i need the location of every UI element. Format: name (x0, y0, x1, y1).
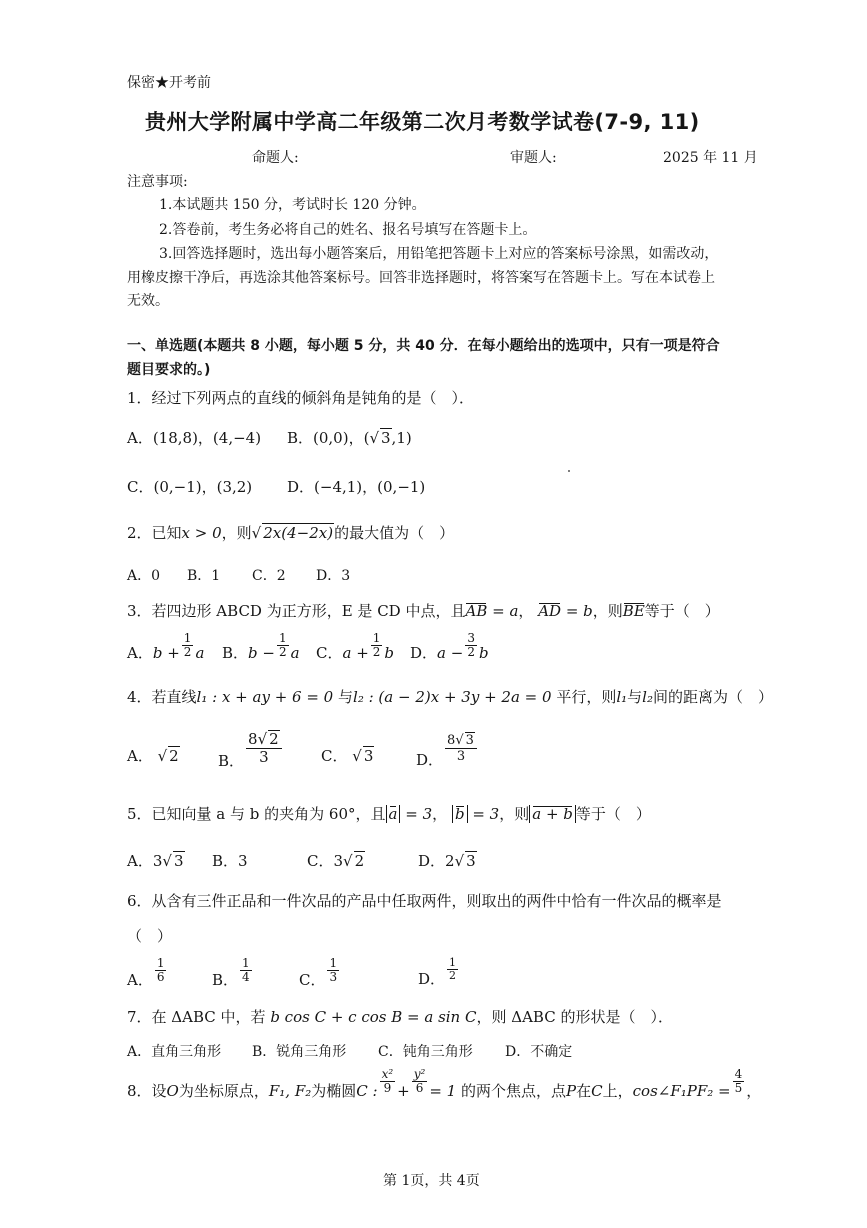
question-3-option-c: C．a + $\frac{1}{2}$ b (316, 631, 395, 662)
question-1-stem: 1．经过下列两点的直线的倾斜角是钝角的是（ ）． (127, 389, 475, 407)
question-3-option-d: D．a − $\frac{3}{2}$ b (410, 631, 489, 662)
question-6-stem-line-1: 6．从含有三件正品和一件次品的产品中任取两件，则取出的两件中恰有一件次品的概率是 (127, 892, 722, 910)
question-6-option-a: A． $\frac{1}{6}$ (127, 956, 165, 989)
question-1-option-b: B．(0,0)，(√ 3,1) (287, 429, 412, 447)
question-7-option-b: B．锐角三角形 (252, 1044, 347, 1060)
note-1: 1.本试题共 150 分，考试时长 120 分钟。 (159, 197, 426, 213)
question-5-option-a: A．3√ 3 (127, 852, 184, 870)
scan-speck (568, 470, 570, 472)
question-4-stem: 4．若直线l₁ : x + ay + 6 = 0 与l₂ : (a − 2)x + 3y + 2a = 0 平行，则l₁与l₂间的距离为（ ） (127, 688, 773, 706)
question-5-stem: 5．已知向量 a 与 b 的夹角为 60°，且 a = 3， b = 3，则 a + b 等于（ ） (127, 805, 651, 823)
question-2-option-c: C．2 (252, 568, 286, 584)
question-7-option-a: A．直角三角形 (127, 1044, 222, 1060)
question-6-stem-line-2: （ ） (127, 927, 173, 945)
question-1-option-d: D．(−4,1)，(0,−1) (287, 478, 426, 496)
section-heading-line-1: 一、单选题(本题共 8 小题，每小题 5 分，共 40 分．在每小题给出的选项中，只有一项是符合 (127, 338, 720, 354)
question-2-option-b: B．1 (187, 568, 221, 584)
note-3-line-1: 3.回答选择题时，选出每小题答案后，用铅笔把答题卡上对应的答案标号涂黑，如需改动， (159, 246, 719, 262)
question-6-option-c: C． $\frac{1}{3}$ (299, 956, 338, 989)
question-8-stem: 8．设O为坐标原点，F₁, F₂为椭圆C : $\frac{\text{x²}}{9}$ + $\frac{\text{y²}}{6}$ = 1 的两个焦点，点P在C上，cos∠F₁PF₂ = $\frac{4}{5}$ ， (127, 1067, 762, 1100)
question-2-option-d: D．3 (316, 568, 351, 584)
question-1-option-a: A．(18,8)，(4,−4) (127, 429, 262, 447)
notes-heading: 注意事项: (127, 174, 188, 190)
note-3-line-2: 用橡皮擦干净后，再选涂其他答案标号。回答非选择题时，将答案写在答题卡上。写在本试卷上 (127, 270, 715, 286)
author-label: 命题人: (252, 150, 299, 166)
page-title: 贵州大学附属中学高二年级第二次月考数学试卷(7-9, 11) (145, 110, 700, 134)
reviewer-label: 审题人: (510, 150, 557, 166)
question-4-option-b: B． $\frac{8√ 2}{3}$ (218, 730, 284, 766)
exam-date: 2025 年 11 月 (663, 150, 758, 166)
question-4-option-a: A． √ 2 (127, 747, 179, 765)
question-3-stem: 3．若四边形 ABCD 为正方形，E 是 CD 中点，且AB = a， AD = b，则BE等于（ ） (127, 602, 720, 620)
note-3-line-3: 无效。 (127, 293, 169, 309)
question-3-option-b: B．b − $\frac{1}{2}$ a (222, 631, 300, 662)
question-1-option-c: C．(0,−1)，(3,2) (127, 478, 253, 496)
question-7-stem: 7．在 ΔABC 中，若 b cos C + c cos B = a sin C，则 ΔABC 的形状是（ ）． (127, 1008, 673, 1026)
question-2-stem: 2．已知x > 0，则√ 2x(4−2x)的最大值为（ ） (127, 524, 455, 542)
question-4-option-d: D． $\frac{8√ 3}{3}$ (416, 732, 479, 764)
question-7-option-c: C．钝角三角形 (378, 1044, 473, 1060)
question-6-option-d: D． $\frac{1}{2}$ (418, 956, 457, 988)
question-2-option-a: A．0 (127, 568, 161, 584)
confidential-mark: 保密★开考前 (127, 75, 211, 91)
question-5-option-c: C．3√ 2 (307, 852, 365, 870)
question-7-option-d: D．不确定 (505, 1044, 573, 1060)
section-heading-line-2: 题目要求的。) (127, 362, 211, 378)
question-5-option-b: B．3 (212, 852, 248, 870)
page-number: 第 1页，共 4页 (383, 1173, 480, 1189)
note-2: 2.答卷前，考生务必将自己的姓名、报名号填写在答题卡上。 (159, 222, 537, 238)
question-3-option-a: A．b + $\frac{1}{2}$ a (127, 631, 205, 662)
question-6-option-b: B． $\frac{1}{4}$ (212, 956, 250, 989)
question-4-option-c: C． √ 3 (321, 747, 374, 765)
question-5-option-d: D．2√ 3 (418, 852, 476, 870)
